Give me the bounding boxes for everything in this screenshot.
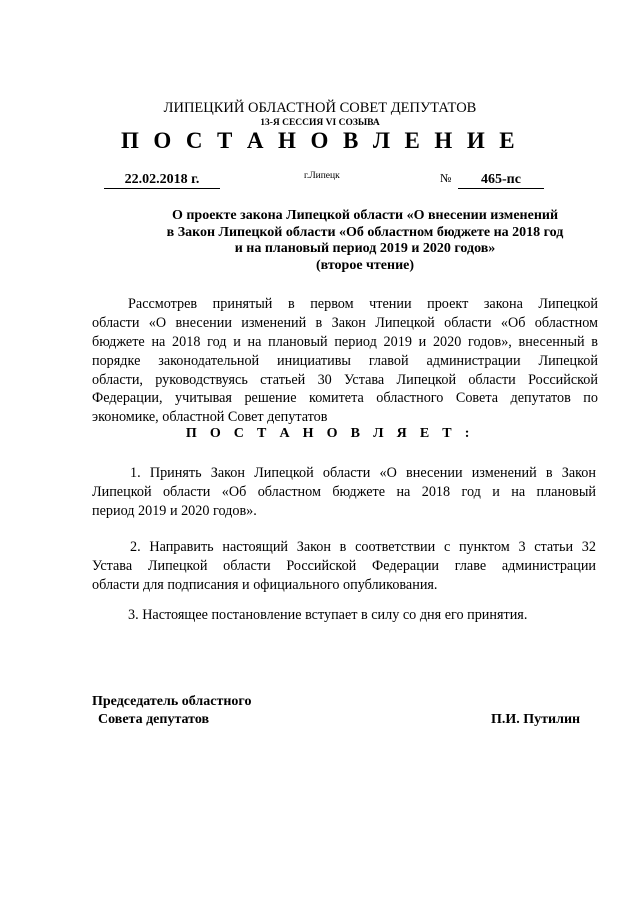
point-line: 2. Направить настоящий Закон в соответствии с пунктом 3 статьи 32 xyxy=(130,539,596,555)
preamble-line: Рассмотрев принятый в первом чтении проект закона Липецкой xyxy=(128,296,598,312)
preamble-line: Федерации, учитывая решение комитета областного Совета депутатов по xyxy=(92,390,598,407)
point-line: Липецкой области «Об областном бюджете на 2018 год и на плановый xyxy=(92,483,596,500)
preamble-line: области, руководствуясь статьей 30 Устава Липецкой области Российской xyxy=(92,371,598,388)
point-2-paragraph xyxy=(92,538,596,595)
preamble-line: порядке законодательной инициативы главой администрации Липецкой xyxy=(92,352,598,369)
resolves-heading: П О С Т А Н О В Л Я Е Т : xyxy=(185,426,475,441)
signatory-name: П.И. Путилин xyxy=(491,712,581,727)
document-type-title: П О С Т А Н О В Л Е Н И Е xyxy=(120,128,520,153)
document-date: 22.02.2018 г. xyxy=(104,172,220,189)
subject-line: в Закон Липецкой области «Об областном бюджете на 2018 год xyxy=(166,224,564,240)
point-line: 1. Принять Закон Липецкой области «О внесении изменений в Закон xyxy=(130,465,596,481)
point-line: Устава Липецкой области Российской Федерации главе администрации xyxy=(92,557,596,574)
document-number: 465-пс xyxy=(458,172,544,189)
point-line: области для подписания и официального опубликования. xyxy=(92,576,438,593)
preamble-paragraph xyxy=(92,295,598,427)
preamble-line: экономике, областной Совет депутатов xyxy=(92,409,328,426)
subject-line: и на плановый период 2019 и 2020 годов» xyxy=(234,241,496,257)
point-line: период 2019 и 2020 годов». xyxy=(92,502,257,519)
signatory-title-line2: Совета депутатов xyxy=(98,712,210,727)
signatory-title-line1: Председатель областного xyxy=(92,694,252,709)
number-sign: № xyxy=(440,171,452,185)
subject-line: О проекте закона Липецкой области «О внесении изменений xyxy=(171,208,559,223)
document-city: г.Липецк xyxy=(304,171,340,181)
subject-line: (второе чтение) xyxy=(315,257,415,273)
session-label: 13-Я СЕССИЯ VI СОЗЫВА xyxy=(260,118,380,128)
council-name: ЛИПЕЦКИЙ ОБЛАСТНОЙ СОВЕТ ДЕПУТАТОВ xyxy=(163,100,477,116)
preamble-line: бюджете на 2018 год и на плановый период 2019 и 2020 годов», внесенный в xyxy=(92,333,598,350)
point-3-paragraph: 3. Настоящее постановление вступает в силу со дня его принятия. xyxy=(128,607,528,623)
document-subject xyxy=(0,208,640,274)
point-1-paragraph xyxy=(92,464,596,521)
preamble-line: области «О внесении изменений в Закон Липецкой области «Об областном xyxy=(92,314,598,331)
